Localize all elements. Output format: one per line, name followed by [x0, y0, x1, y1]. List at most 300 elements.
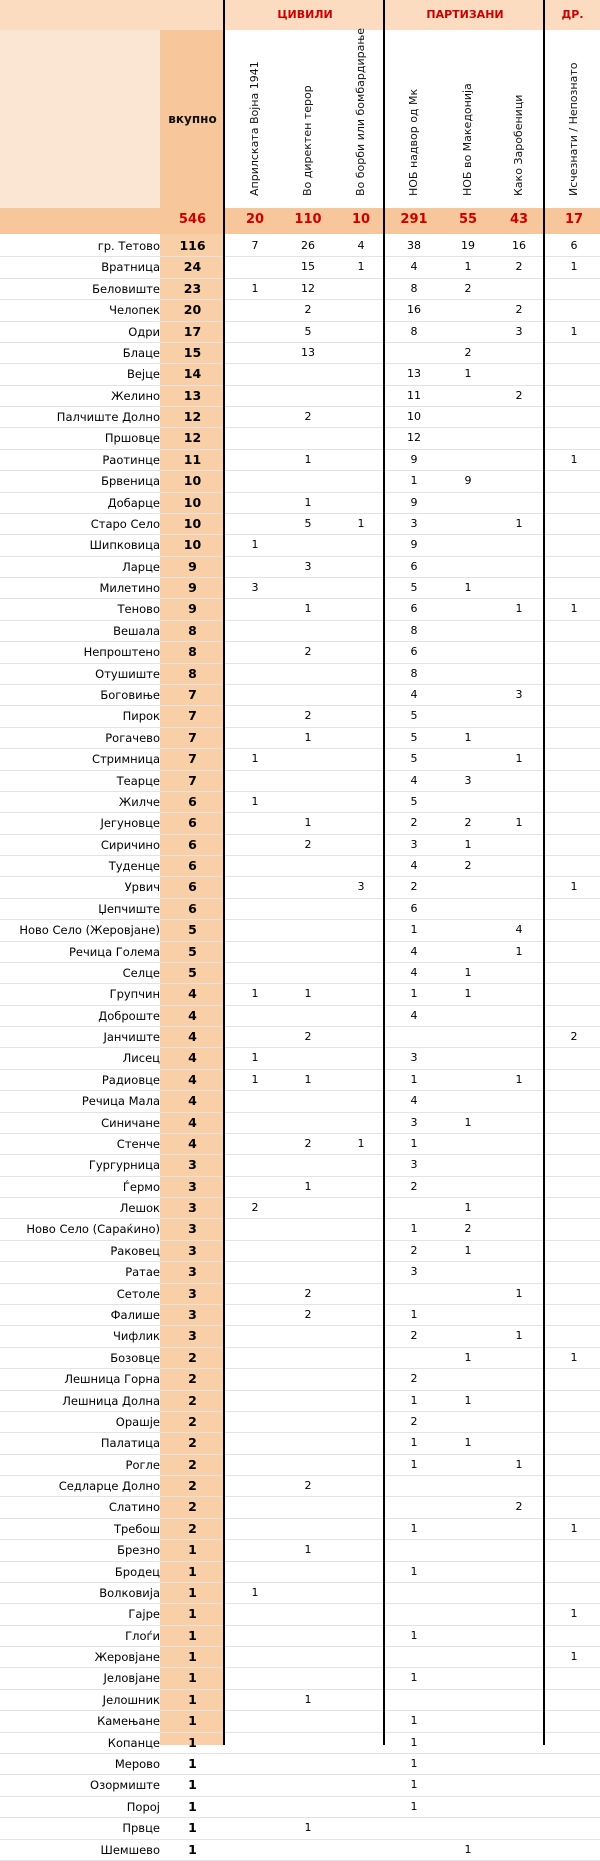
row-value: 1 [410, 1564, 418, 1578]
place-name: Старо Село [90, 516, 160, 531]
row-total: 1 [188, 1734, 197, 1750]
row-value: 12 [301, 281, 315, 295]
row-total: 3 [188, 1157, 197, 1173]
row-value: 16 [512, 239, 526, 252]
row-value: 3 [515, 687, 523, 701]
place-name: Јегуновце [100, 816, 160, 831]
place-name: Речица Голема [68, 944, 160, 959]
place-name: Ларце [122, 559, 160, 574]
row-value: 1 [410, 1714, 418, 1728]
row-value: 6 [410, 602, 418, 616]
table-row [0, 1540, 600, 1560]
row-value: 1 [570, 880, 578, 894]
row-value: 1 [464, 367, 472, 381]
row-total: 7 [188, 772, 197, 788]
row-value: 8 [410, 623, 418, 637]
table-row [0, 1198, 600, 1218]
place-name: Стримница [91, 752, 160, 767]
row-value: 4 [410, 965, 418, 979]
table-row [0, 835, 600, 855]
row-value: 3 [410, 1115, 418, 1129]
table-row [0, 1284, 600, 1304]
row-value: 2 [464, 816, 472, 830]
table-row [0, 1840, 600, 1860]
row-total: 3 [188, 1221, 197, 1237]
row-total: 3 [188, 1307, 197, 1322]
row-value: 2 [304, 303, 312, 317]
row-total: 12 [183, 430, 202, 446]
row-total: 2 [188, 1413, 197, 1429]
row-value: 1 [570, 1607, 578, 1621]
row-value: 2 [410, 1414, 418, 1428]
table-row [0, 1219, 600, 1239]
row-value: 5 [410, 709, 418, 723]
row-total: 4 [188, 1050, 197, 1066]
place-name: Брвеница [101, 474, 160, 489]
row-value: 1 [464, 581, 472, 595]
row-total: 14 [183, 366, 202, 382]
grand-total: 546 [178, 212, 207, 227]
table-row [0, 1647, 600, 1667]
row-total: 2 [188, 1371, 197, 1387]
row-value: 1 [304, 730, 312, 744]
row-value: 1 [410, 1308, 418, 1321]
place-name: Чифлик [113, 1329, 160, 1344]
row-value: 13 [301, 345, 315, 359]
table-row [0, 664, 600, 684]
row-total: 3 [188, 1328, 197, 1344]
row-value: 1 [410, 987, 418, 1001]
divider-line [383, 0, 385, 1745]
row-value: 1 [515, 752, 523, 766]
table-row [0, 493, 600, 513]
row-value: 2 [515, 1500, 523, 1514]
table-row [0, 1775, 600, 1795]
column-header-label: НОБ во Македонија [461, 83, 474, 196]
row-value: 26 [301, 239, 315, 252]
row-value: 3 [251, 581, 259, 595]
table-row [0, 1134, 600, 1154]
row-total: 1 [188, 1649, 197, 1665]
table-row [0, 300, 600, 320]
row-value: 1 [515, 1286, 523, 1300]
row-value: 1 [515, 602, 523, 616]
table-row [0, 899, 600, 919]
place-name: Фалише [110, 1308, 160, 1322]
table-row [0, 642, 600, 662]
row-value: 1 [464, 260, 472, 274]
row-value: 1 [357, 516, 365, 530]
table-row [0, 279, 600, 299]
place-name: Слатино [108, 1500, 160, 1515]
place-name: Камењане [97, 1714, 160, 1729]
place-name: Палчиште Долно [56, 410, 160, 425]
table-row [0, 1690, 600, 1710]
row-total: 6 [188, 879, 197, 895]
table-row [0, 1583, 600, 1603]
place-name: Гургурница [88, 1158, 160, 1173]
place-name: Мерово [114, 1756, 160, 1771]
row-value: 2 [304, 1308, 312, 1321]
table-row [0, 877, 600, 897]
place-name: Стенче [116, 1136, 160, 1151]
row-total: 1 [188, 1755, 197, 1771]
row-total: 13 [183, 387, 202, 403]
row-value: 13 [407, 367, 421, 381]
table-row [0, 1113, 600, 1133]
row-value: 1 [251, 987, 259, 1001]
row-total: 1 [188, 1670, 197, 1686]
row-value: 1 [304, 602, 312, 616]
row-total: 4 [188, 986, 197, 1002]
row-total: 3 [188, 1200, 197, 1216]
row-value: 2 [251, 1201, 259, 1215]
row-total: 17 [183, 323, 202, 339]
column-total: 55 [458, 212, 478, 227]
table-row [0, 1348, 600, 1368]
row-value: 2 [304, 1030, 312, 1044]
row-total: 7 [188, 708, 197, 724]
row-total: 2 [188, 1456, 197, 1472]
row-value: 1 [570, 260, 578, 274]
row-value: 2 [304, 1479, 312, 1493]
table-row [0, 1604, 600, 1624]
row-total: 12 [183, 409, 202, 425]
divider-line [543, 0, 545, 1745]
row-total: 116 [179, 238, 206, 253]
place-name: Лисец [122, 1051, 160, 1066]
place-name: Беловиште [92, 281, 160, 296]
table-row [0, 1155, 600, 1175]
table-row [0, 236, 600, 256]
row-value: 9 [410, 452, 418, 466]
table-row [0, 364, 600, 384]
table-row [0, 749, 600, 769]
row-value: 1 [464, 1842, 472, 1856]
row-value: 12 [407, 431, 421, 445]
place-name: Јелошник [102, 1692, 160, 1707]
group-civili: ЦИВИЛИ [277, 8, 333, 21]
row-value: 2 [464, 345, 472, 359]
row-value: 1 [251, 538, 259, 552]
table-row [0, 257, 600, 277]
place-name: Теново [117, 602, 160, 617]
place-name: Жеровјане [94, 1650, 160, 1665]
place-name: Доброште [98, 1008, 160, 1023]
row-total: 11 [183, 451, 202, 467]
place-name: Пршовце [104, 431, 160, 446]
row-total: 6 [188, 858, 197, 874]
place-name: Желино [111, 388, 160, 403]
header-name-cell [0, 30, 160, 208]
row-value: 1 [304, 1072, 312, 1086]
place-name: Јеловјане [103, 1671, 160, 1686]
place-name: Отушиште [95, 666, 160, 681]
row-value: 2 [410, 880, 418, 894]
row-value: 3 [410, 1158, 418, 1172]
place-name: Бродец [114, 1564, 160, 1579]
row-value: 2 [464, 1222, 472, 1236]
row-value: 4 [410, 1094, 418, 1108]
row-total: 2 [188, 1435, 197, 1451]
row-value: 4 [410, 944, 418, 958]
place-name: Пирок [122, 709, 160, 724]
row-total: 1 [188, 1841, 197, 1857]
place-name: Урвич [124, 880, 160, 895]
table-row [0, 535, 600, 555]
table-row [0, 1369, 600, 1389]
row-total: 5 [188, 964, 197, 980]
row-value: 5 [410, 752, 418, 766]
table-row [0, 1305, 600, 1325]
row-value: 3 [464, 773, 472, 787]
row-value: 4 [357, 239, 365, 252]
row-value: 1 [251, 752, 259, 766]
row-value: 2 [515, 388, 523, 402]
row-total: 10 [183, 473, 202, 489]
row-value: 4 [410, 687, 418, 701]
place-name: Вратница [101, 260, 160, 275]
row-value: 1 [515, 944, 523, 958]
row-value: 1 [410, 1072, 418, 1086]
row-total: 1 [188, 1691, 197, 1707]
row-total: 4 [188, 1093, 197, 1109]
row-value: 2 [464, 859, 472, 873]
table-row [0, 621, 600, 641]
place-name: Жилче [118, 794, 160, 809]
row-value: 1 [357, 260, 365, 274]
place-name: Вешала [113, 623, 160, 638]
row-total: 1 [188, 1627, 197, 1643]
row-value: 1 [410, 1735, 418, 1749]
row-value: 19 [461, 239, 475, 252]
place-name: Бозовце [110, 1350, 160, 1365]
row-value: 38 [407, 239, 421, 252]
row-value: 5 [304, 516, 312, 530]
row-value: 1 [410, 1671, 418, 1685]
column-header-label: Во борби или бомбардирање [354, 28, 367, 196]
table-row [0, 1711, 600, 1731]
row-total: 20 [183, 302, 202, 318]
place-name: Првце [122, 1821, 160, 1836]
column-header-label: НОБ надвор од Мк [407, 88, 420, 196]
row-value: 8 [410, 281, 418, 295]
table-row [0, 1241, 600, 1261]
row-total: 15 [183, 344, 202, 360]
row-total: 10 [183, 515, 202, 531]
row-value: 1 [304, 495, 312, 509]
place-name: Добарце [107, 495, 160, 510]
row-value: 1 [464, 1393, 472, 1407]
row-value: 2 [464, 281, 472, 295]
row-value: 1 [464, 1115, 472, 1129]
table-row [0, 450, 600, 470]
row-total: 7 [188, 686, 197, 702]
column-total: 10 [351, 212, 371, 227]
row-total: 10 [183, 494, 202, 510]
place-name: Требош [113, 1521, 160, 1536]
row-total: 4 [188, 1071, 197, 1087]
place-name: Селце [122, 965, 160, 980]
row-value: 1 [410, 1457, 418, 1471]
row-value: 1 [410, 1521, 418, 1535]
table-row [0, 428, 600, 448]
table-row [0, 1455, 600, 1475]
row-value: 2 [304, 709, 312, 723]
row-value: 2 [304, 1136, 312, 1150]
table-row [0, 1476, 600, 1496]
column-header-label: Како Заробеници [512, 94, 525, 196]
row-value: 3 [304, 559, 312, 573]
row-value: 1 [570, 452, 578, 466]
row-total: 9 [188, 558, 197, 574]
row-value: 1 [410, 1436, 418, 1450]
group-dr: ДР. [561, 8, 584, 21]
row-value: 1 [251, 1051, 259, 1065]
row-value: 1 [515, 1329, 523, 1343]
row-total: 4 [188, 1114, 197, 1130]
row-value: 5 [410, 794, 418, 808]
row-value: 1 [410, 1393, 418, 1407]
table-row [0, 984, 600, 1004]
place-name: Боговиње [100, 687, 160, 702]
row-total: 2 [188, 1520, 197, 1536]
table-row [0, 771, 600, 791]
place-name: Глоѓи [125, 1628, 160, 1643]
table-row [0, 1070, 600, 1090]
row-value: 1 [304, 1692, 312, 1706]
row-value: 1 [570, 1521, 578, 1535]
place-name: Теарце [116, 773, 160, 788]
place-name: Рогачево [105, 730, 160, 745]
row-value: 1 [410, 1756, 418, 1770]
place-name: Гајре [128, 1607, 160, 1622]
row-value: 3 [410, 1265, 418, 1279]
place-name: Порој [126, 1799, 160, 1814]
row-value: 4 [410, 859, 418, 873]
table-row [0, 1497, 600, 1517]
row-total: 7 [188, 729, 197, 745]
place-name: Ново Село (Жеровјане) [19, 923, 160, 938]
place-name: Раотинце [102, 452, 160, 467]
vkupno-label: вкупно [168, 112, 217, 126]
row-total: 5 [188, 943, 197, 959]
row-value: 2 [410, 1179, 418, 1193]
row-value: 1 [251, 794, 259, 808]
row-value: 16 [407, 303, 421, 317]
place-name: Шипковица [89, 538, 160, 553]
row-value: 1 [410, 1628, 418, 1642]
table-row [0, 1668, 600, 1688]
place-name: Палатица [100, 1436, 160, 1451]
row-value: 5 [410, 581, 418, 595]
place-name: Копанце [107, 1735, 160, 1750]
table-row [0, 1412, 600, 1432]
column-total: 17 [564, 212, 584, 227]
table-row [0, 728, 600, 748]
row-value: 7 [251, 239, 259, 252]
row-value: 1 [410, 923, 418, 937]
row-total: 6 [188, 836, 197, 852]
row-value: 1 [464, 837, 472, 851]
row-total: 9 [188, 601, 197, 617]
place-name: Седларце Долно [58, 1479, 160, 1494]
place-name: Лешок [119, 1201, 160, 1216]
row-value: 2 [410, 1243, 418, 1257]
row-value: 1 [304, 1821, 312, 1835]
row-value: 1 [570, 602, 578, 616]
row-total: 4 [188, 1135, 197, 1151]
place-name: Рогле [125, 1457, 160, 1472]
row-value: 1 [251, 281, 259, 295]
row-total: 2 [188, 1349, 197, 1365]
row-total: 1 [188, 1820, 197, 1836]
table-row [0, 407, 600, 427]
table-row [0, 1754, 600, 1774]
row-value: 1 [251, 1072, 259, 1086]
row-value: 6 [570, 239, 578, 252]
divider-line [223, 0, 225, 1745]
row-total: 1 [188, 1584, 197, 1600]
table-row [0, 1262, 600, 1282]
row-total: 8 [188, 665, 197, 681]
row-value: 4 [515, 923, 523, 937]
row-total: 23 [183, 280, 202, 296]
place-name: Лешница Долна [62, 1393, 160, 1408]
row-value: 1 [410, 1799, 418, 1813]
row-value: 1 [515, 1457, 523, 1471]
place-name: гр. Тетово [97, 239, 160, 253]
row-value: 1 [304, 1179, 312, 1193]
row-value: 1 [464, 1243, 472, 1257]
row-value: 1 [515, 1072, 523, 1086]
row-value: 9 [410, 538, 418, 552]
place-name: Брезно [117, 1543, 160, 1558]
table-row [0, 685, 600, 705]
place-name: Челопек [109, 303, 160, 318]
table-row [0, 1391, 600, 1411]
row-value: 1 [570, 1350, 578, 1364]
place-name: Ѓермо [122, 1179, 160, 1194]
place-name: Волковија [99, 1585, 160, 1600]
row-value: 5 [410, 730, 418, 744]
row-value: 6 [410, 645, 418, 659]
row-value: 10 [407, 410, 421, 424]
row-value: 1 [251, 1585, 259, 1599]
place-name: Радиовце [101, 1072, 160, 1087]
row-value: 6 [410, 559, 418, 573]
table-row [0, 471, 600, 491]
table-row [0, 514, 600, 534]
table-row [0, 963, 600, 983]
row-total: 2 [188, 1478, 197, 1494]
column-total: 43 [509, 212, 529, 227]
place-name: Џепчиште [98, 901, 160, 916]
row-value: 3 [410, 837, 418, 851]
row-total: 1 [188, 1713, 197, 1729]
row-value: 8 [410, 666, 418, 680]
row-total: 1 [188, 1563, 197, 1579]
row-total: 6 [188, 815, 197, 831]
table-row [0, 942, 600, 962]
table-row [0, 792, 600, 812]
row-total: 1 [188, 1798, 197, 1814]
place-name: Одри [128, 324, 160, 339]
row-value: 1 [304, 987, 312, 1001]
place-name: Речица Мала [81, 1094, 160, 1109]
row-value: 1 [304, 816, 312, 830]
place-name: Јанчиште [103, 1030, 160, 1045]
